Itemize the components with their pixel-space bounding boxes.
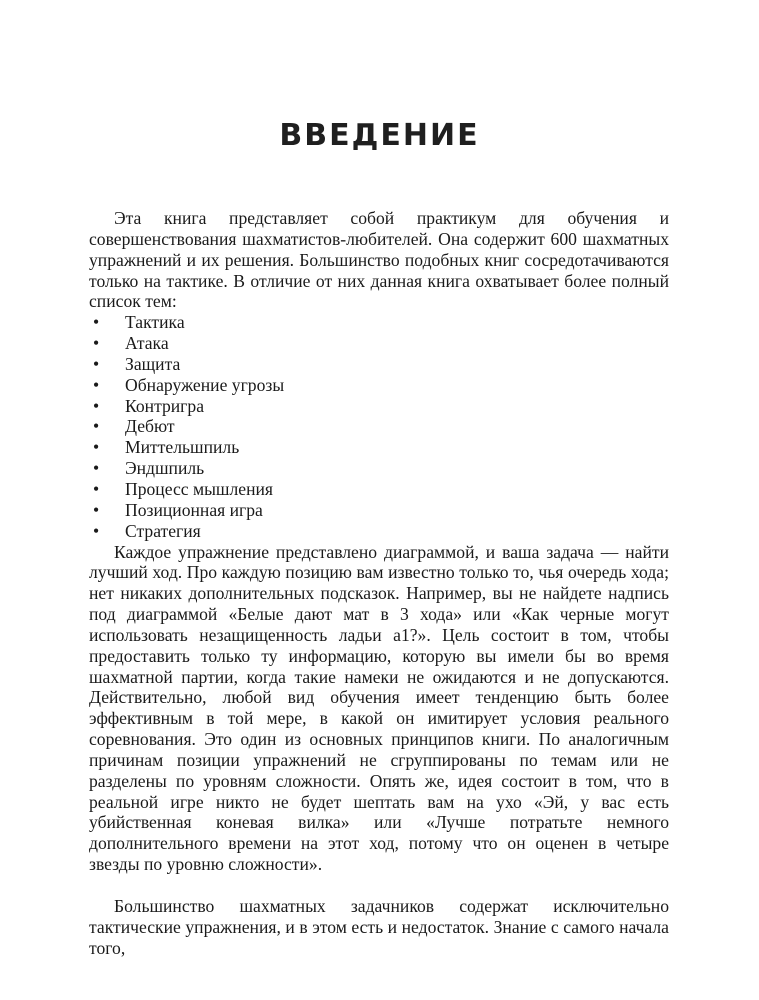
topic-list-item — [89, 312, 669, 333]
topic-list-item — [89, 375, 669, 396]
topic-list-item — [89, 521, 669, 542]
topic-label: Обнаружение угрозы — [125, 374, 285, 395]
chapter-title: ВВЕДЕНИЕ — [279, 118, 480, 153]
bullet-icon: • — [93, 520, 100, 541]
bullet-icon: • — [93, 312, 100, 333]
topic-list-item — [89, 458, 669, 479]
bullet-icon: • — [93, 499, 100, 520]
bullet-icon: • — [93, 458, 100, 479]
topic-label: Тактика — [125, 312, 185, 333]
topic-label: Миттельшпиль — [125, 437, 240, 458]
topic-label: Защита — [125, 353, 181, 374]
bullet-icon: • — [93, 437, 100, 458]
bullet-icon: • — [93, 478, 100, 499]
bullet-icon: • — [93, 353, 100, 374]
topic-list-item — [89, 500, 669, 521]
bullet-icon: • — [93, 395, 100, 416]
topic-list-item — [89, 479, 669, 500]
topic-label: Контригра — [125, 395, 205, 416]
body-paragraph: Большинство шахматных задачников содержат исключительно тактические упражнения, и в этом есть и недостаток. Знание с самого начала того, — [89, 895, 669, 958]
intro-paragraph: Эта книга представляет собой практикум для обучения и совершенствования шахматистов-любителей. Она содержит 600 шахматных упражнений и их решения. Большинство подобных книг сосредотачиваются только на тактике. В отличие от них данная книга охватывает более полный список тем: — [89, 208, 669, 312]
topic-label: Позиционная игра — [125, 499, 263, 520]
topic-list-item — [89, 396, 669, 417]
bullet-icon: • — [93, 416, 100, 437]
topic-label: Дебют — [125, 416, 175, 437]
topic-list-item — [89, 333, 669, 354]
topic-label: Атака — [125, 333, 169, 354]
chapter-body — [89, 208, 669, 958]
bullet-icon: • — [93, 374, 100, 395]
body-paragraph: Каждое упражнение представлено диаграммой, и ваша задача — найти лучший ход. Про каждую позицию вам известно только то, чья очередь хода; нет никаких дополнительных подсказок. Например, вы не найдете надпись под диаграммой «Белые дают мат в 3 хода» или «Как черные могут использовать незащищенность ладьи а1?». Цель состоит в том, чтобы предоставить только ту информацию, которую вы имели бы во время шахматной партии, когда такие намеки не ожидаются и не допускаются. Действительно, любой вид обучения имеет тенденцию быть более эффективным в той мере, в какой он имитирует условия реального соревнования. Это один из основных принципов книги. По аналогичным причинам позиции упражнений не сгруппированы по темам или не разделены по уровням сложности. Опять же, идея состоит в том, что в реальной игре никто не будет шептать вам на ухо «Эй, у вас есть убийственная коневая вилка» или «Лучше потратьте немного дополнительного времени на этот ход, потому что он оценен в четыре звезды по уровню сложности». — [89, 541, 669, 875]
topic-list-item — [89, 354, 669, 375]
topic-list-item — [89, 416, 669, 437]
bullet-icon: • — [93, 333, 100, 354]
topic-label: Процесс мышления — [125, 478, 273, 499]
topic-label: Стратегия — [125, 520, 201, 541]
topic-label: Эндшпиль — [125, 458, 205, 479]
paragraph-gap — [89, 875, 669, 896]
topic-list-item — [89, 437, 669, 458]
topic-list — [89, 312, 669, 541]
